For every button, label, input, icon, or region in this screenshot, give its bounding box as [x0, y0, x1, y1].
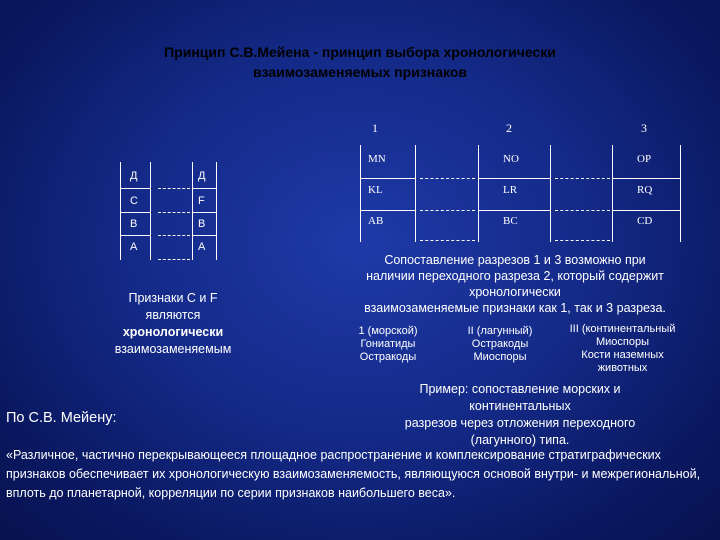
right-caption-line: наличии переходного разреза 2, который содержит — [366, 269, 664, 283]
section-cell: OP — [637, 153, 652, 165]
left-caption — [88, 290, 258, 358]
left-correlation-diagram — [120, 160, 220, 270]
right-col-cell: F — [198, 195, 205, 207]
right-caption-line: взаимозаменяемые признаки как 1, так и 3 разреза. — [364, 301, 666, 315]
section-cell: LR — [503, 184, 518, 196]
facies-item: Остракоды — [359, 351, 417, 363]
section-cell: KL — [368, 184, 383, 196]
facies-label: II (лагунный) — [467, 325, 533, 337]
section-cell: BC — [503, 215, 518, 227]
left-col-cell: А — [130, 241, 138, 253]
left-caption-line: взаимозаменяемым — [114, 342, 232, 356]
section-cell: NO — [503, 153, 519, 165]
section-cell: AB — [368, 215, 384, 227]
meyen-quote: «Различное, частично перекрывающееся площадное распространение и комплексирование стратиграфических признаков обеспечивает их хронологическую взаимозаменяемость, являющуюся основой внутри- и межрегиональной, вплоть до планетарной, корреляции по серии признаков наибольшего веса». — [6, 448, 701, 500]
section-cell: MN — [368, 153, 386, 165]
slide-title — [100, 42, 620, 82]
facies-label: III (континентальный — [569, 323, 676, 335]
section-number: 3 — [641, 121, 647, 135]
example-line: континентальных — [469, 399, 571, 413]
facies-item: Остракоды — [471, 338, 529, 350]
facies-item: Миоспоры — [595, 336, 650, 348]
facies-item: Миоспоры — [473, 351, 527, 363]
right-caption-line: Сопоставление разрезов 1 и 3 возможно при — [384, 253, 646, 267]
right-col-cell: Д — [198, 170, 206, 182]
example-line: (лагунного) типа. — [470, 433, 570, 447]
section-cell: RQ — [637, 184, 653, 196]
title-line-1: Принцип С.В.Мейена - принцип выбора хронологически — [164, 44, 556, 60]
title-line-2: взаимозаменяемых признаков — [252, 64, 468, 80]
example-line: разрезов через отложения переходного — [404, 416, 636, 430]
section-number: 1 — [372, 121, 378, 135]
section-cell: CD — [637, 215, 653, 227]
left-caption-line: хронологически — [122, 325, 224, 339]
facies-label: 1 (морской) — [358, 325, 418, 337]
by-meyen-label: По С.В. Мейену: — [6, 410, 117, 426]
left-caption-line: Признаки С и F — [128, 291, 218, 305]
facies-continental — [555, 323, 690, 375]
left-caption-line: являются — [145, 308, 201, 322]
facies-lagoon — [455, 325, 545, 364]
left-col-cell: Д — [130, 170, 138, 182]
left-col-cell: В — [130, 218, 138, 230]
facies-item: Кости наземных — [581, 349, 664, 361]
facies-item: животных — [597, 362, 648, 374]
right-col-cell: А — [198, 241, 206, 253]
right-caption-line: хронологически — [469, 285, 561, 299]
facies-item: Гониатиды — [360, 338, 416, 350]
right-correlation-diagram — [340, 140, 690, 250]
left-col-cell: С — [130, 195, 138, 207]
right-caption — [340, 252, 690, 316]
example-line: Пример: сопоставление морских и — [419, 382, 621, 396]
facies-marine — [348, 325, 428, 364]
example-text — [370, 381, 670, 449]
right-col-cell: В — [198, 218, 206, 230]
section-number: 2 — [506, 121, 512, 135]
